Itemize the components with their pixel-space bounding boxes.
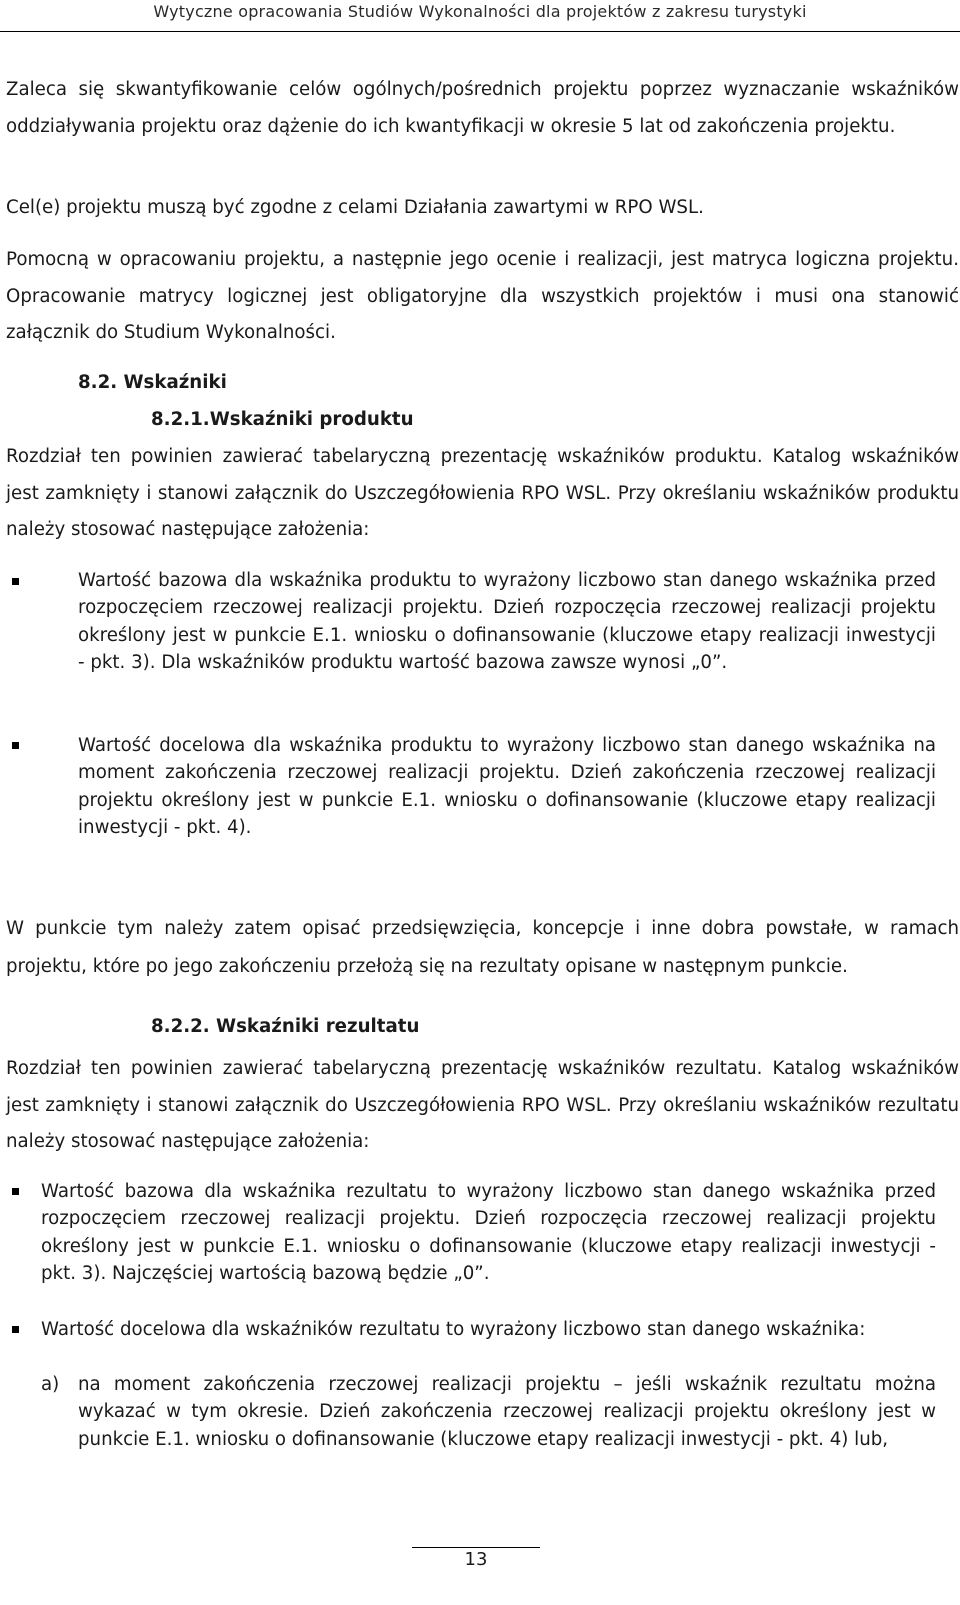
list-item-product-target: Wartość docelowa dla wskaźnika produktu to wyrażony liczbowo stan danego wskaźnika na moment zakończenia rzeczowej realizacji projektu. Dzień zakończenia rzeczowej realizacji projektu określony jest w punkcie E.1. wniosku o dofinansowanie (kluczowe etapy realizacji inwestycji - pkt. 4). [78, 735, 936, 839]
square-bullet-icon [12, 1326, 19, 1333]
footer-rule [412, 1547, 540, 1548]
paragraph-logical-matrix: Pomocną w opracowaniu projektu, a następnie jego ocenie i realizacji, jest matryca logiczna projektu. Opracowanie matrycy logicznej jest obligatoryjne dla wszystkich projektów i musi ona stanowić załącznik do Studium Wykonalności. [6, 249, 959, 344]
paragraph-goal-quantification: Zaleca się skwantyfikowanie celów ogólnych/pośrednich projektu poprzez wyznaczanie wskaźników oddziaływania projektu oraz dążenie do ich kwantyfikacji w okresie 5 lat od zakończenia projektu. [6, 79, 959, 137]
paragraph-product-indicators: Rozdział ten powinien zawierać tabelaryczną prezentację wskaźników produktu. Katalog wskaźników jest zamknięty i stanowi załącznik do Uszczegółowienia RPO WSL. Przy określaniu wskaźników produktu należy stosować następujące założenia: [6, 446, 959, 541]
square-bullet-icon [12, 578, 19, 585]
sublist-item-a: na moment zakończenia rzeczowej realizacji projektu – jeśli wskaźnik rezultatu można wykazać w tym okresie. Dzień zakończenia rzeczowej realizacji projektu określony jest w punkcie E.1. wniosku o dofinansowanie (kluczowe etapy realizacji inwestycji - pkt. 4) lub, [78, 1374, 936, 1450]
list-item-result-baseline: Wartość bazowa dla wskaźnika rezultatu to wyrażony liczbowo stan danego wskaźnika przed rozpoczęciem rzeczowej realizacji projektu. Dzień rozpoczęcia rzeczowej realizacji projektu określony jest w punkcie E.1. wniosku o dofinansowanie (kluczowe etapy realizacji inwestycji - pkt. 3). Najczęściej wartością bazową będzie „0”. [41, 1181, 936, 1285]
running-header: Wytyczne opracowania Studiów Wykonalności dla projektów z zakresu turystyki [153, 2, 807, 21]
sublist-marker-a: a) [41, 1374, 60, 1395]
square-bullet-icon [12, 742, 19, 749]
paragraph-describe-undertakings: W punkcie tym należy zatem opisać przedsięwzięcia, koncepcje i inne dobra powstałe, w ramach projektu, które po jego zakończeniu przełożą się na rezultaty opisane w następnym punkcie. [6, 918, 959, 977]
paragraph-result-indicators: Rozdział ten powinien zawierać tabelaryczną prezentację wskaźników rezultatu. Katalog wskaźników jest zamknięty i stanowi załącznik do Uszczegółowienia RPO WSL. Przy określaniu wskaźników rezultatu należy stosować następujące założenia: [6, 1058, 959, 1153]
heading-8-2-1: 8.2.1.Wskaźniki produktu [151, 409, 414, 430]
heading-8-2: 8.2. Wskaźniki [78, 372, 227, 393]
list-item-result-target: Wartość docelowa dla wskaźników rezultatu to wyrażony liczbowo stan danego wskaźnika: [41, 1319, 866, 1340]
paragraph-goal-compliance: Cel(e) projektu muszą być zgodne z celami Działania zawartymi w RPO WSL. [6, 197, 704, 218]
page-number: 13 [464, 1549, 488, 1570]
header-rule [0, 31, 960, 32]
heading-8-2-2: 8.2.2. Wskaźniki rezultatu [151, 1016, 420, 1037]
square-bullet-icon [12, 1188, 19, 1195]
list-item-product-baseline: Wartość bazowa dla wskaźnika produktu to wyrażony liczbowo stan danego wskaźnika przed rozpoczęciem rzeczowej realizacji projektu. Dzień rozpoczęcia rzeczowej realizacji projektu określony jest w punkcie E.1. wniosku o dofinansowanie (kluczowe etapy realizacji inwestycji - pkt. 3). Dla wskaźników produktu wartość bazowa zawsze wynosi „0”. [78, 570, 936, 674]
